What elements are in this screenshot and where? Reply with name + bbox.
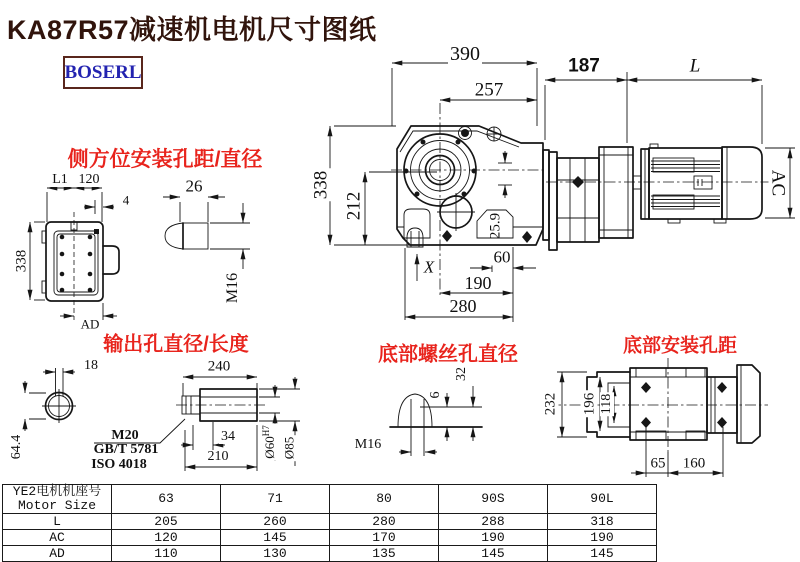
dim-18: 18 xyxy=(84,358,98,373)
cell: 190 xyxy=(548,530,657,546)
table-header-80: 80 xyxy=(330,485,439,514)
section-label-bottom-mount: 底部安装孔距 xyxy=(622,335,738,357)
dim-338-main: 338 xyxy=(310,170,332,200)
dim-L: L xyxy=(689,55,701,77)
row-label: AC xyxy=(3,530,112,546)
dim-257: 257 xyxy=(474,79,504,101)
gearbox-side-view xyxy=(30,188,119,320)
dim-160: 160 xyxy=(682,455,706,472)
dim-dia60-h7: $Ø60^{H7}$ xyxy=(260,425,278,459)
cell: 190 xyxy=(439,530,548,546)
dim-390: 390 xyxy=(450,43,480,65)
dim-32: 32 xyxy=(454,367,469,381)
table-header-row xyxy=(3,485,657,514)
dim-AD: AD xyxy=(80,316,100,332)
cell: 170 xyxy=(330,530,439,546)
dim-64-4: 64.4 xyxy=(9,434,24,460)
label-gbt-5781: GB/T 5781 xyxy=(93,442,159,457)
dim-26: 26 xyxy=(185,176,203,196)
cell: 130 xyxy=(221,546,330,562)
label-M20: M20 xyxy=(111,428,139,443)
motor-side-view xyxy=(543,144,772,250)
cell: 205 xyxy=(112,514,221,530)
dim-L1: L1 xyxy=(52,172,68,187)
page-title: KA87R57减速机电机尺寸图纸 xyxy=(7,15,377,45)
dim-6: 6 xyxy=(428,391,443,399)
cell: 260 xyxy=(221,514,330,530)
motor-size-table xyxy=(2,484,657,562)
dim-34: 34 xyxy=(221,429,235,444)
row-label: AD xyxy=(3,546,112,562)
table-header-90S: 90S xyxy=(439,485,548,514)
cell: 145 xyxy=(439,546,548,562)
dim-M16-bottom: M16 xyxy=(354,437,382,452)
cell: 318 xyxy=(548,514,657,530)
dim-4: 4 xyxy=(122,192,130,208)
cell: 135 xyxy=(330,546,439,562)
section-label-bottom-screw: 底部螺丝孔直径 xyxy=(378,343,518,366)
table-header-90L: 90L xyxy=(548,485,657,514)
dim-25-9: 25.9 xyxy=(487,212,504,240)
row-label: L xyxy=(3,514,112,530)
dim-196: 196 xyxy=(581,392,598,416)
table-row-L xyxy=(3,514,657,530)
cell: 120 xyxy=(112,530,221,546)
dim-280: 280 xyxy=(449,296,477,316)
table-header-71: 71 xyxy=(221,485,330,514)
table-row-AC xyxy=(3,530,657,546)
dim-232: 232 xyxy=(542,392,559,416)
table-header-motor-size: YE2电机机座号 Motor Size xyxy=(3,485,112,514)
dim-M16-side: M16 xyxy=(224,272,241,304)
dim-65: 65 xyxy=(650,455,666,472)
main-view-dimensions xyxy=(330,63,795,322)
side-bolt-detail xyxy=(163,197,250,269)
mark-X: X xyxy=(423,257,435,277)
cell: 145 xyxy=(548,546,657,562)
dim-60: 60 xyxy=(493,247,511,267)
cell: 280 xyxy=(330,514,439,530)
brand-logo-text: BOSERL xyxy=(64,61,142,83)
brand-logo xyxy=(63,56,143,89)
dim-212: 212 xyxy=(343,191,365,221)
cell: 110 xyxy=(112,546,221,562)
dim-190: 190 xyxy=(464,273,492,293)
section-label-side-mount: 侧方位安装孔距/直径 xyxy=(67,148,263,171)
dim-120: 120 xyxy=(78,172,100,187)
dim-187: 187 xyxy=(568,55,600,77)
cell: 145 xyxy=(221,530,330,546)
output-shaft-detail xyxy=(25,368,300,471)
cell: 288 xyxy=(439,514,548,530)
table-header-63: 63 xyxy=(112,485,221,514)
dim-dia85: Ø85 xyxy=(281,436,297,460)
dim-AC: AC xyxy=(767,169,789,197)
section-label-output-hole: 输出孔直径/长度 xyxy=(103,333,249,356)
dim-210: 210 xyxy=(207,449,229,464)
table-row-AD xyxy=(3,546,657,562)
dim-338-side: 338 xyxy=(13,249,30,273)
dim-118: 118 xyxy=(599,393,614,415)
dim-240: 240 xyxy=(207,358,231,375)
label-iso-4018: ISO 4018 xyxy=(91,457,147,472)
